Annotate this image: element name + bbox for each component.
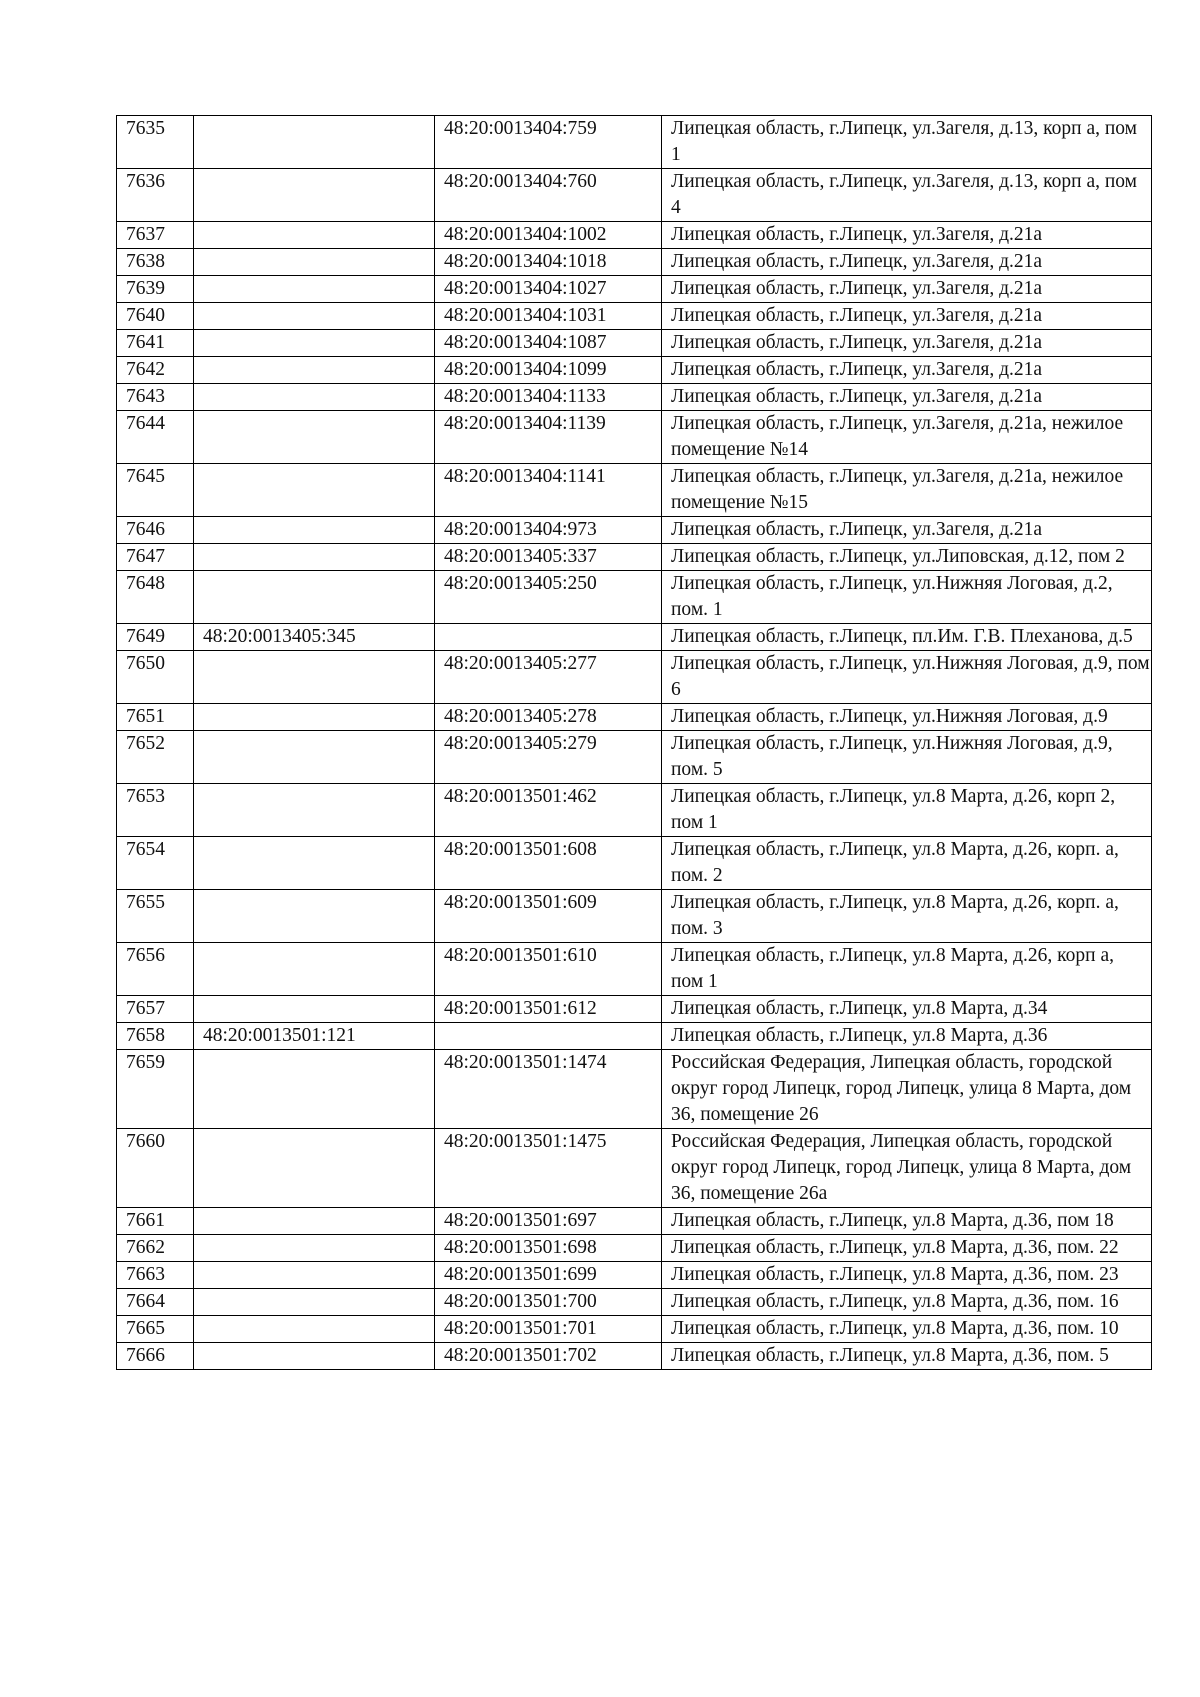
premise-cadastral-cell: 48:20:0013501:462	[435, 784, 662, 837]
address-cell: Липецкая область, г.Липецк, ул.Загеля, д.21а	[662, 330, 1152, 357]
table-row	[117, 249, 1152, 276]
row-number-cell: 7661	[117, 1208, 194, 1235]
row-number-cell: 7660	[117, 1129, 194, 1208]
building-cadastral-cell	[194, 303, 435, 330]
premise-cadastral-cell: 48:20:0013404:760	[435, 169, 662, 222]
row-number-cell: 7659	[117, 1050, 194, 1129]
building-cadastral-cell	[194, 222, 435, 249]
premise-cadastral-cell: 48:20:0013501:697	[435, 1208, 662, 1235]
address-cell: Липецкая область, г.Липецк, ул.Загеля, д.21а	[662, 249, 1152, 276]
premise-cadastral-cell: 48:20:0013405:337	[435, 544, 662, 571]
premise-cadastral-cell: 48:20:0013501:608	[435, 837, 662, 890]
address-cell: Липецкая область, г.Липецк, ул.Загеля, д.21а	[662, 222, 1152, 249]
building-cadastral-cell	[194, 890, 435, 943]
table-row	[117, 1343, 1152, 1370]
building-cadastral-cell	[194, 837, 435, 890]
table-row	[117, 996, 1152, 1023]
premise-cadastral-cell: 48:20:0013404:1087	[435, 330, 662, 357]
row-number-cell: 7643	[117, 384, 194, 411]
building-cadastral-cell	[194, 464, 435, 517]
address-cell: Липецкая область, г.Липецк, ул.Загеля, д.13, корп а, пом 4	[662, 169, 1152, 222]
table-row	[117, 1289, 1152, 1316]
building-cadastral-cell	[194, 943, 435, 996]
premise-cadastral-cell: 48:20:0013404:1002	[435, 222, 662, 249]
address-cell: Липецкая область, г.Липецк, ул.8 Марта, д.36, пом. 10	[662, 1316, 1152, 1343]
premise-cadastral-cell: 48:20:0013404:759	[435, 116, 662, 169]
table-row	[117, 544, 1152, 571]
table-row	[117, 303, 1152, 330]
row-number-cell: 7649	[117, 624, 194, 651]
premise-cadastral-cell: 48:20:0013404:1031	[435, 303, 662, 330]
building-cadastral-cell	[194, 1343, 435, 1370]
premise-cadastral-cell: 48:20:0013501:698	[435, 1235, 662, 1262]
premise-cadastral-cell: 48:20:0013405:279	[435, 731, 662, 784]
address-cell: Липецкая область, г.Липецк, ул.Загеля, д.21а, нежилое помещение №15	[662, 464, 1152, 517]
building-cadastral-cell	[194, 731, 435, 784]
premise-cadastral-cell: 48:20:0013405:250	[435, 571, 662, 624]
table-row	[117, 731, 1152, 784]
premise-cadastral-cell: 48:20:0013501:1474	[435, 1050, 662, 1129]
building-cadastral-cell	[194, 357, 435, 384]
building-cadastral-cell	[194, 1129, 435, 1208]
row-number-cell: 7645	[117, 464, 194, 517]
premise-cadastral-cell: 48:20:0013501:612	[435, 996, 662, 1023]
building-cadastral-cell	[194, 651, 435, 704]
row-number-cell: 7650	[117, 651, 194, 704]
building-cadastral-cell	[194, 571, 435, 624]
address-cell: Липецкая область, г.Липецк, ул.8 Марта, д.36, пом. 23	[662, 1262, 1152, 1289]
row-number-cell: 7635	[117, 116, 194, 169]
table-row	[117, 784, 1152, 837]
address-cell: Липецкая область, г.Липецк, ул.Загеля, д.21а	[662, 517, 1152, 544]
row-number-cell: 7656	[117, 943, 194, 996]
table-row	[117, 222, 1152, 249]
table-row	[117, 517, 1152, 544]
table-row	[117, 837, 1152, 890]
row-number-cell: 7638	[117, 249, 194, 276]
row-number-cell: 7664	[117, 1289, 194, 1316]
premise-cadastral-cell	[435, 1023, 662, 1050]
table-row	[117, 943, 1152, 996]
address-cell: Липецкая область, г.Липецк, ул.Нижняя Логовая, д.2, пом. 1	[662, 571, 1152, 624]
building-cadastral-cell	[194, 517, 435, 544]
address-cell: Российская Федерация, Липецкая область, городской округ город Липецк, город Липецк, улица 8 Марта, дом 36, помещение 26	[662, 1050, 1152, 1129]
row-number-cell: 7648	[117, 571, 194, 624]
premise-cadastral-cell: 48:20:0013501:702	[435, 1343, 662, 1370]
table-row	[117, 704, 1152, 731]
building-cadastral-cell	[194, 169, 435, 222]
address-cell: Липецкая область, г.Липецк, ул.Нижняя Логовая, д.9	[662, 704, 1152, 731]
address-cell: Липецкая область, г.Липецк, ул.8 Марта, д.26, корп 2, пом 1	[662, 784, 1152, 837]
address-cell: Липецкая область, г.Липецк, ул.8 Марта, д.26, корп а, пом 1	[662, 943, 1152, 996]
address-cell: Липецкая область, г.Липецк, ул.8 Марта, д.34	[662, 996, 1152, 1023]
document-page	[116, 115, 1151, 1370]
row-number-cell: 7653	[117, 784, 194, 837]
building-cadastral-cell	[194, 384, 435, 411]
address-cell: Липецкая область, г.Липецк, ул.Загеля, д.21а	[662, 357, 1152, 384]
building-cadastral-cell: 48:20:0013405:345	[194, 624, 435, 651]
premise-cadastral-cell: 48:20:0013501:1475	[435, 1129, 662, 1208]
premise-cadastral-cell: 48:20:0013404:1141	[435, 464, 662, 517]
premise-cadastral-cell: 48:20:0013501:700	[435, 1289, 662, 1316]
address-cell: Липецкая область, г.Липецк, ул.Липовская, д.12, пом 2	[662, 544, 1152, 571]
table-row	[117, 116, 1152, 169]
row-number-cell: 7654	[117, 837, 194, 890]
building-cadastral-cell	[194, 1050, 435, 1129]
building-cadastral-cell	[194, 784, 435, 837]
table-row	[117, 1316, 1152, 1343]
address-cell: Липецкая область, г.Липецк, ул.Нижняя Логовая, д.9, пом 6	[662, 651, 1152, 704]
address-cell: Липецкая область, г.Липецк, ул.8 Марта, д.36	[662, 1023, 1152, 1050]
table-row	[117, 1050, 1152, 1129]
premise-cadastral-cell	[435, 624, 662, 651]
table-row	[117, 169, 1152, 222]
address-cell: Липецкая область, г.Липецк, ул.8 Марта, д.36, пом 18	[662, 1208, 1152, 1235]
row-number-cell: 7640	[117, 303, 194, 330]
registry-table-body	[117, 116, 1152, 1370]
table-row	[117, 276, 1152, 303]
row-number-cell: 7655	[117, 890, 194, 943]
row-number-cell: 7657	[117, 996, 194, 1023]
premise-cadastral-cell: 48:20:0013404:973	[435, 517, 662, 544]
address-cell: Липецкая область, г.Липецк, ул.Загеля, д.13, корп а, пом 1	[662, 116, 1152, 169]
table-row	[117, 1129, 1152, 1208]
row-number-cell: 7666	[117, 1343, 194, 1370]
premise-cadastral-cell: 48:20:0013404:1018	[435, 249, 662, 276]
building-cadastral-cell	[194, 411, 435, 464]
table-row	[117, 1023, 1152, 1050]
table-row	[117, 651, 1152, 704]
table-row	[117, 571, 1152, 624]
table-row	[117, 624, 1152, 651]
row-number-cell: 7646	[117, 517, 194, 544]
building-cadastral-cell	[194, 249, 435, 276]
building-cadastral-cell	[194, 1289, 435, 1316]
building-cadastral-cell	[194, 1262, 435, 1289]
row-number-cell: 7641	[117, 330, 194, 357]
address-cell: Липецкая область, г.Липецк, ул.8 Марта, д.26, корп. а, пом. 3	[662, 890, 1152, 943]
address-cell: Липецкая область, г.Липецк, пл.Им. Г.В. Плеханова, д.5	[662, 624, 1152, 651]
registry-table	[116, 115, 1152, 1370]
table-row	[117, 357, 1152, 384]
premise-cadastral-cell: 48:20:0013501:701	[435, 1316, 662, 1343]
building-cadastral-cell	[194, 704, 435, 731]
building-cadastral-cell	[194, 544, 435, 571]
row-number-cell: 7652	[117, 731, 194, 784]
premise-cadastral-cell: 48:20:0013404:1133	[435, 384, 662, 411]
row-number-cell: 7637	[117, 222, 194, 249]
building-cadastral-cell	[194, 330, 435, 357]
table-row	[117, 464, 1152, 517]
premise-cadastral-cell: 48:20:0013404:1139	[435, 411, 662, 464]
premise-cadastral-cell: 48:20:0013405:278	[435, 704, 662, 731]
building-cadastral-cell: 48:20:0013501:121	[194, 1023, 435, 1050]
building-cadastral-cell	[194, 996, 435, 1023]
row-number-cell: 7658	[117, 1023, 194, 1050]
address-cell: Российская Федерация, Липецкая область, городской округ город Липецк, город Липецк, улица 8 Марта, дом 36, помещение 26а	[662, 1129, 1152, 1208]
address-cell: Липецкая область, г.Липецк, ул.8 Марта, д.36, пом. 22	[662, 1235, 1152, 1262]
address-cell: Липецкая область, г.Липецк, ул.8 Марта, д.26, корп. а, пом. 2	[662, 837, 1152, 890]
building-cadastral-cell	[194, 1208, 435, 1235]
table-row	[117, 890, 1152, 943]
premise-cadastral-cell: 48:20:0013404:1027	[435, 276, 662, 303]
row-number-cell: 7642	[117, 357, 194, 384]
row-number-cell: 7665	[117, 1316, 194, 1343]
premise-cadastral-cell: 48:20:0013501:699	[435, 1262, 662, 1289]
premise-cadastral-cell: 48:20:0013501:609	[435, 890, 662, 943]
row-number-cell: 7663	[117, 1262, 194, 1289]
row-number-cell: 7651	[117, 704, 194, 731]
address-cell: Липецкая область, г.Липецк, ул.Загеля, д.21а, нежилое помещение №14	[662, 411, 1152, 464]
table-row	[117, 411, 1152, 464]
row-number-cell: 7644	[117, 411, 194, 464]
address-cell: Липецкая область, г.Липецк, ул.Загеля, д.21а	[662, 303, 1152, 330]
table-row	[117, 1208, 1152, 1235]
row-number-cell: 7636	[117, 169, 194, 222]
row-number-cell: 7662	[117, 1235, 194, 1262]
row-number-cell: 7639	[117, 276, 194, 303]
address-cell: Липецкая область, г.Липецк, ул.Загеля, д.21а	[662, 384, 1152, 411]
premise-cadastral-cell: 48:20:0013501:610	[435, 943, 662, 996]
address-cell: Липецкая область, г.Липецк, ул.Нижняя Логовая, д.9, пом. 5	[662, 731, 1152, 784]
building-cadastral-cell	[194, 1316, 435, 1343]
table-row	[117, 1235, 1152, 1262]
premise-cadastral-cell: 48:20:0013405:277	[435, 651, 662, 704]
address-cell: Липецкая область, г.Липецк, ул.8 Марта, д.36, пом. 16	[662, 1289, 1152, 1316]
address-cell: Липецкая область, г.Липецк, ул.Загеля, д.21а	[662, 276, 1152, 303]
premise-cadastral-cell: 48:20:0013404:1099	[435, 357, 662, 384]
address-cell: Липецкая область, г.Липецк, ул.8 Марта, д.36, пом. 5	[662, 1343, 1152, 1370]
table-row	[117, 384, 1152, 411]
building-cadastral-cell	[194, 1235, 435, 1262]
building-cadastral-cell	[194, 116, 435, 169]
table-row	[117, 1262, 1152, 1289]
table-row	[117, 330, 1152, 357]
row-number-cell: 7647	[117, 544, 194, 571]
building-cadastral-cell	[194, 276, 435, 303]
